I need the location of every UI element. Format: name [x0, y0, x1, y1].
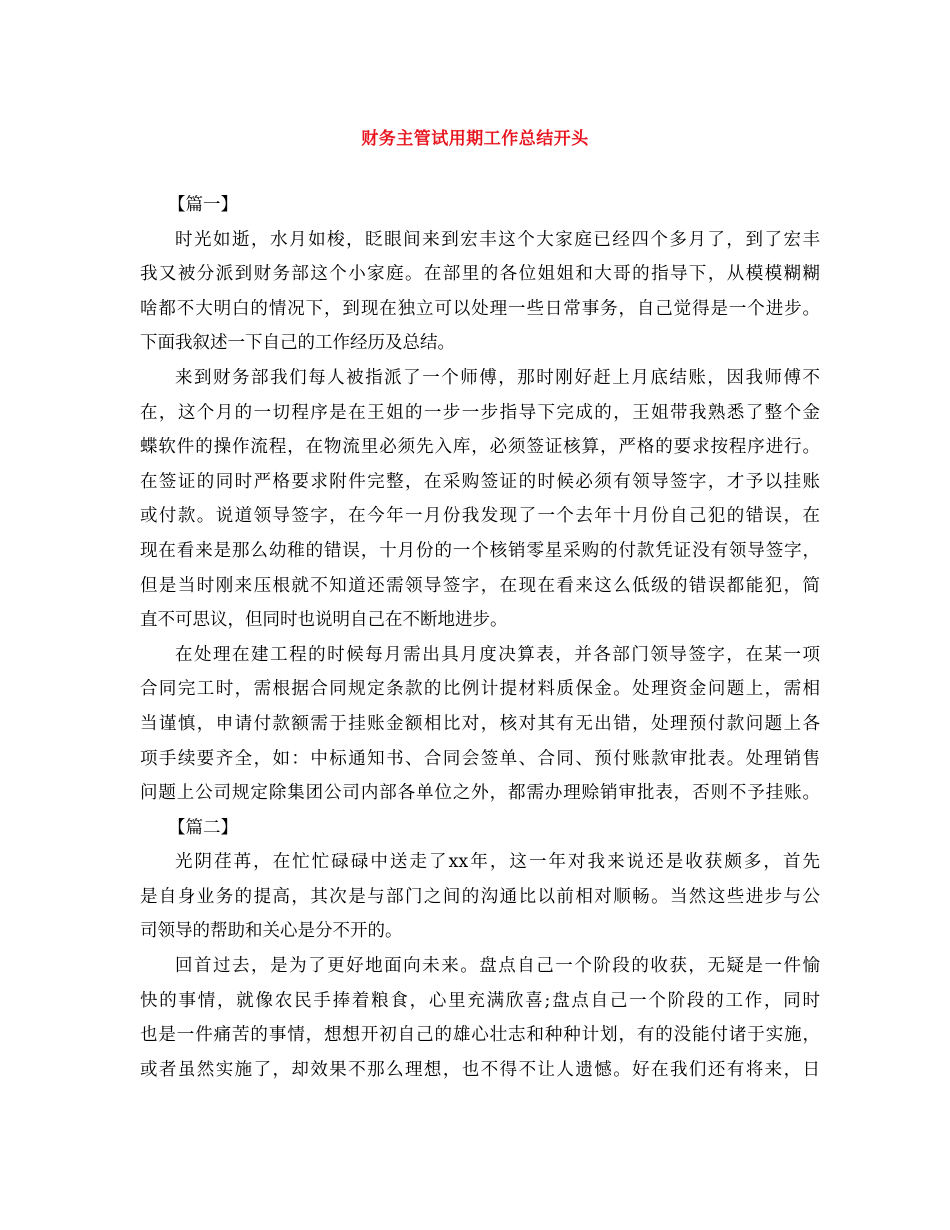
text-line: 司领导的帮助和关心是分不开的。	[140, 921, 403, 942]
document-title: 财务主管试用期工作总结开头	[361, 129, 589, 149]
text-line: 但是当时刚来压根就不知道还需领导签字，在现在看来这么低级的错误都能犯，简	[140, 575, 820, 596]
text-line: 或付款。说道领导签字，在今年一月份我发现了一个去年十月份自己犯的错误，在	[140, 506, 820, 527]
paragraph	[140, 361, 820, 638]
text-line: 在签证的同时严格要求附件完整，在采购签证的时候必须有领导签字，才予以挂账	[140, 471, 820, 492]
text-line: 光阴荏苒，在忙忙碌碌中送走了xx年，这一年对我来说还是收获颇多，首先	[175, 852, 820, 873]
section-heading: 【篇一】	[168, 195, 238, 215]
text-line: 快的事情，就像农民手捧着粮食，心里充满欣喜;盘点自己一个阶段的工作，同时	[140, 990, 820, 1011]
paragraph	[140, 638, 820, 811]
text-line: 合同完工时，需根据合同规定条款的比例计提材料质保金。处理资金问题上，需相	[140, 679, 820, 700]
text-line: 在，这个月的一切程序是在王姐的一步一步指导下完成的，王姐带我熟悉了整个金	[140, 402, 820, 423]
paragraph	[140, 223, 820, 361]
section-heading: 【篇二】	[168, 817, 238, 838]
text-line: 也是一件痛苦的事情，想想开初自己的雄心壮志和种种计划，有的没能付诸于实施，	[140, 1025, 820, 1046]
text-line: 问题上公司规定除集团公司内部各单位之外，都需办理赊销审批表，否则不予挂账。	[140, 783, 820, 804]
text-line: 下面我叙述一下自己的工作经历及总结。	[140, 333, 455, 354]
text-line: 我又被分派到财务部这个小家庭。在部里的各位姐姐和大哥的指导下，从模模糊糊	[140, 264, 820, 285]
text-line: 来到财务部我们每人被指派了一个师傅，那时刚好赶上月底结账，因我师傅不	[175, 367, 820, 388]
text-line: 回首过去，是为了更好地面向未来。盘点自己一个阶段的收获，无疑是一件愉	[175, 956, 820, 977]
text-line: 蝶软件的操作流程，在物流里必须先入库，必须签证核算，严格的要求按程序进行。	[140, 437, 820, 458]
text-line: 现在看来是那么幼稚的错误，十月份的一个核销零星采购的付款凭证没有领导签字，	[140, 540, 820, 561]
text-line: 或者虽然实施了，却效果不那么理想，也不得不让人遗憾。好在我们还有将来，日	[140, 1059, 820, 1080]
text-line: 在处理在建工程的时候每月需出具月度决算表，并各部门领导签字，在某一项	[175, 644, 820, 665]
text-line: 是自身业务的提高，其次是与部门之间的沟通比以前相对顺畅。当然这些进步与公	[140, 886, 820, 907]
document-body	[140, 188, 820, 1087]
paragraph	[140, 845, 820, 949]
text-line: 时光如逝，水月如梭，眨眼间来到宏丰这个大家庭已经四个多月了，到了宏丰	[175, 229, 820, 250]
text-line: 啥都不大明白的情况下，到现在独立可以处理一些日常事务，自己觉得是一个进步。	[140, 298, 820, 319]
text-line: 项手续要齐全，如：中标通知书、合同会签单、合同、预付账款审批表。处理销售	[140, 748, 820, 769]
paragraph	[140, 949, 820, 1087]
text-line: 当谨慎，申请付款额需于挂账金额相比对，核对其有无出错，处理预付款问题上各	[140, 713, 820, 734]
text-line: 直不可思议，但同时也说明自己在不断地进步。	[140, 610, 508, 631]
